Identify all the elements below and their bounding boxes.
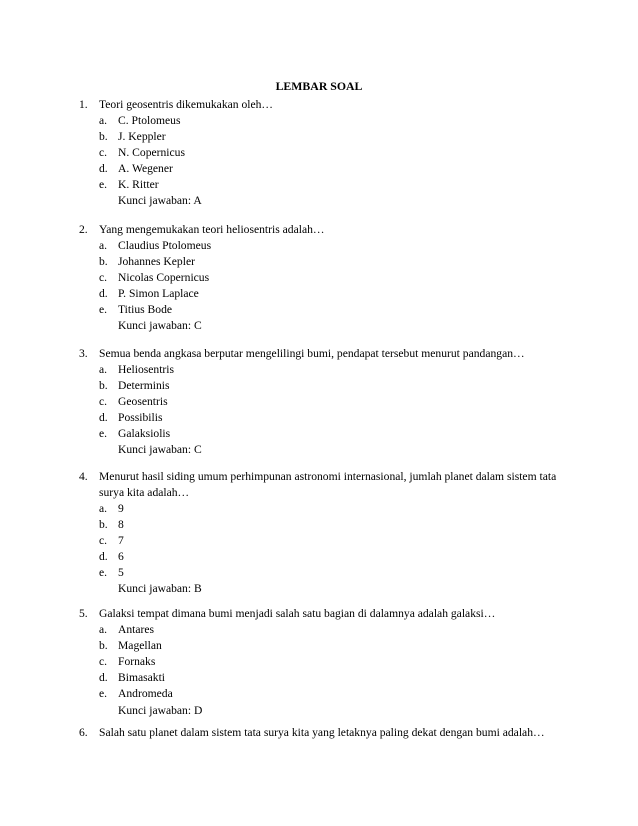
option-text: Determinis — [118, 379, 170, 392]
question-text: Menurut hasil siding umum perhimpunan astronomi internasional, jumlah planet dalam sistem tata — [99, 470, 557, 483]
question-text: Teori geosentris dikemukakan oleh… — [99, 98, 274, 111]
option-letter: c. — [99, 655, 108, 668]
option-text: C. Ptolomeus — [118, 114, 181, 127]
option-letter: d. — [99, 411, 108, 424]
option-letter: e. — [99, 427, 108, 440]
question-text: Semua benda angkasa berputar mengelilingi bumi, pendapat tersebut menurut pandangan… — [99, 347, 525, 360]
option-letter: b. — [99, 639, 108, 652]
option-text: Johannes Kepler — [118, 255, 195, 268]
option-text: 8 — [118, 518, 124, 531]
option-letter: d. — [99, 287, 108, 300]
option-text: Fornaks — [118, 655, 156, 668]
option-letter: a. — [99, 114, 108, 127]
option-letter: e. — [99, 687, 108, 700]
option-text: Heliosentris — [118, 363, 175, 376]
question-number: 6. — [79, 726, 88, 739]
option-text: 6 — [118, 550, 124, 563]
option-text: 9 — [118, 502, 124, 515]
option-letter: a. — [99, 363, 108, 376]
question-text: Salah satu planet dalam sistem tata surya kita yang letaknya paling dekat dengan bumi adalah… — [99, 726, 545, 739]
option-letter: c. — [99, 146, 108, 159]
page-title: LEMBAR SOAL — [275, 79, 363, 93]
option-text: N. Copernicus — [118, 146, 185, 159]
option-text: 7 — [118, 534, 124, 547]
option-text: Magellan — [118, 639, 162, 652]
option-text: Antares — [118, 623, 155, 636]
option-text: Geosentris — [118, 395, 168, 408]
option-letter: b. — [99, 518, 108, 531]
option-text: P. Simon Laplace — [118, 287, 199, 300]
option-letter: b. — [99, 255, 108, 268]
option-letter: e. — [99, 178, 108, 191]
option-letter: e. — [99, 566, 108, 579]
option-letter: c. — [99, 271, 108, 284]
option-text: Titius Bode — [118, 303, 173, 316]
question-number: 2. — [79, 223, 88, 236]
option-text: J. Keppler — [118, 130, 166, 143]
option-letter: d. — [99, 162, 108, 175]
option-letter: e. — [99, 303, 108, 316]
answer-key: Kunci jawaban: B — [118, 582, 202, 595]
option-text: Galaksiolis — [118, 427, 171, 440]
option-letter: c. — [99, 395, 108, 408]
option-letter: a. — [99, 502, 108, 515]
option-text: A. Wegener — [118, 162, 173, 175]
question-number: 3. — [79, 347, 88, 360]
question-number: 4. — [79, 470, 88, 483]
question-text-continued: surya kita adalah… — [99, 486, 190, 499]
option-letter: d. — [99, 671, 108, 684]
option-letter: b. — [99, 379, 108, 392]
question-number: 1. — [79, 98, 88, 111]
option-letter: d. — [99, 550, 108, 563]
answer-key: Kunci jawaban: D — [118, 704, 203, 717]
option-text: K. Ritter — [118, 178, 159, 191]
question-number: 5. — [79, 607, 88, 620]
option-text: Bimasakti — [118, 671, 166, 684]
answer-key: Kunci jawaban: A — [118, 194, 202, 207]
option-letter: a. — [99, 623, 108, 636]
question-text: Yang mengemukakan teori heliosentris adalah… — [99, 223, 325, 236]
option-letter: b. — [99, 130, 108, 143]
option-text: 5 — [118, 566, 124, 579]
answer-key: Kunci jawaban: C — [118, 443, 202, 456]
option-text: Nicolas Copernicus — [118, 271, 210, 284]
option-letter: c. — [99, 534, 108, 547]
question-text: Galaksi tempat dimana bumi menjadi salah satu bagian di dalamnya adalah galaksi… — [99, 607, 496, 620]
option-text: Possibilis — [118, 411, 163, 424]
answer-key: Kunci jawaban: C — [118, 319, 202, 332]
option-text: Andromeda — [118, 687, 173, 700]
option-letter: a. — [99, 239, 108, 252]
option-text: Claudius Ptolomeus — [118, 239, 212, 252]
